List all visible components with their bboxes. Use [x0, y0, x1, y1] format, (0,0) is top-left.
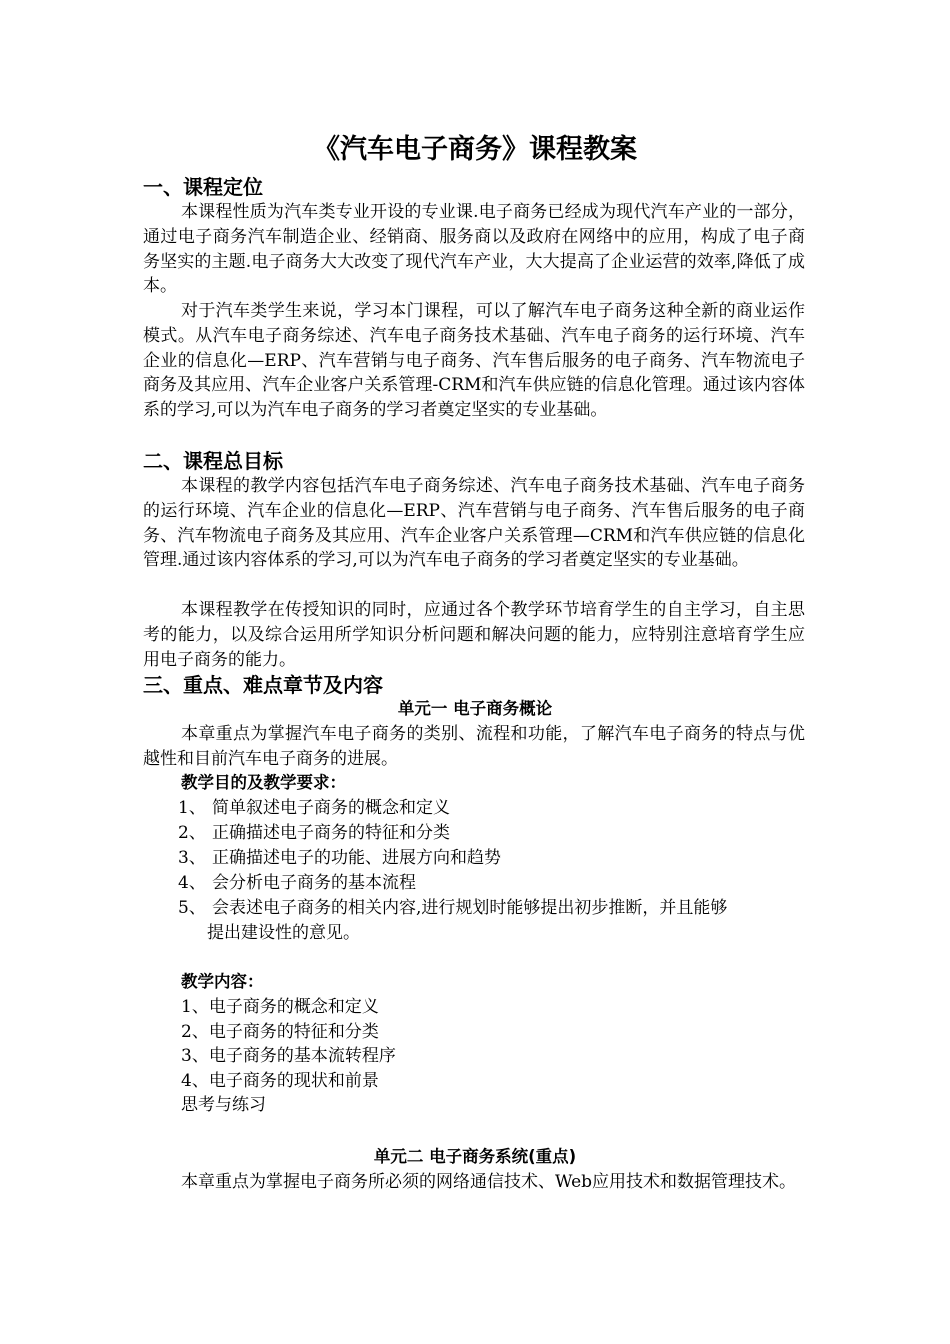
requirement-item: [178, 896, 805, 946]
requirement-text: 正确描述电子的功能、进展方向和趋势: [212, 848, 501, 868]
requirement-item: [178, 871, 805, 896]
unit2-title: 单元二 电子商务系统(重点): [373, 1147, 577, 1166]
unit1-title: 单元一 电子商务概论: [397, 699, 553, 718]
content-item: 思考与练习: [181, 1095, 266, 1116]
requirement-number: 1、: [178, 798, 206, 818]
content-item: 2、电子商务的特征和分类: [181, 1021, 379, 1042]
requirement-item: [178, 846, 805, 871]
requirement-text: 简单叙述电子商务的概念和定义: [212, 798, 450, 818]
requirement-item: [178, 796, 805, 821]
section2-paragraph-2: 本课程教学在传授知识的同时，应通过各个教学环节培育学生的自主学习，自主思考的能力，以及综合运用所学知识分析问题和解决问题的能力，应特别注意培育学生应用电子商务的能力。: [143, 600, 805, 670]
requirement-text: 会表述电子商务的相关内容,进行规划时能够提出初步推断，并且能够: [212, 898, 728, 918]
content-item: 1、电子商务的概念和定义: [181, 997, 379, 1017]
unit1-requirements-heading: 教学目的及教学要求：: [181, 773, 346, 792]
requirement-number: 3、: [178, 848, 206, 868]
unit1-content-list: [181, 995, 396, 1118]
unit1-intro: 本章重点为掌握汽车电子商务的类别、流程和功能，了解汽车电子商务的特点与优越性和目前汽车电子商务的进展。: [143, 724, 805, 769]
unit1-content-heading: 教学内容：: [181, 972, 264, 991]
section-heading-key-chapters: 三、重点、难点章节及内容: [143, 673, 383, 697]
requirement-text: 正确描述电子商务的特征和分类: [212, 823, 450, 843]
requirement-number: 2、: [178, 823, 206, 843]
content-item: 3、电子商务的基本流转程序: [181, 1046, 396, 1067]
section-heading-course-goals: 二、课程总目标: [143, 449, 283, 473]
requirement-number: 5、: [178, 898, 206, 918]
requirement-text-continuation: 提出建设性的意见。: [207, 922, 360, 943]
requirement-item: [178, 821, 805, 846]
section-heading-course-positioning: 一、课程定位: [143, 175, 263, 199]
requirement-number: 4、: [178, 873, 206, 893]
section1-paragraph-2: 对于汽车类学生来说，学习本门课程，可以了解汽车电子商务这种全新的商业运作模式。从汽车电子商务综述、汽车电子商务技术基础、汽车电子商务的运行环境、汽车企业的信息化—ERP、汽车营销与电子商务、汽车售后服务的电子商务、汽车物流电子商务及其应用、汽车企业客户关系管理-CRM和汽车供应链的信息化管理。通过该内容体系的学习,可以为汽车电子商务的学习者奠定坚实的专业基础。: [143, 301, 805, 421]
requirement-text: 会分析电子商务的基本流程: [212, 873, 416, 893]
section2-paragraph-1: 本课程的教学内容包括汽车电子商务综述、汽车电子商务技术基础、汽车电子商务的运行环境、汽车企业的信息化—ERP、汽车营销与电子商务、汽车售后服务的电子商务、汽车物流电子商务及其应用、汽车企业客户关系管理—CRM和汽车供应链的信息化管理.通过该内容体系的学习,可以为汽车电子商务的学习者奠定坚实的专业基础。: [143, 476, 805, 571]
unit2-intro: 本章重点为掌握电子商务所必须的网络通信技术、Web应用技术和数据管理技术。: [181, 1172, 797, 1192]
content-item: 4、电子商务的现状和前景: [181, 1070, 379, 1091]
section1-paragraph-1: 本课程性质为汽车类专业开设的专业课.电子商务已经成为现代汽车产业的一部分，通过电子商务汽车制造企业、经销商、服务商以及政府在网络中的应用，构成了电子商务坚实的主题.电子商务大大改变了现代汽车产业，大大提高了企业运营的效率,降低了成本。: [143, 202, 805, 297]
document-title: 《汽车电子商务》课程教案: [313, 134, 637, 165]
